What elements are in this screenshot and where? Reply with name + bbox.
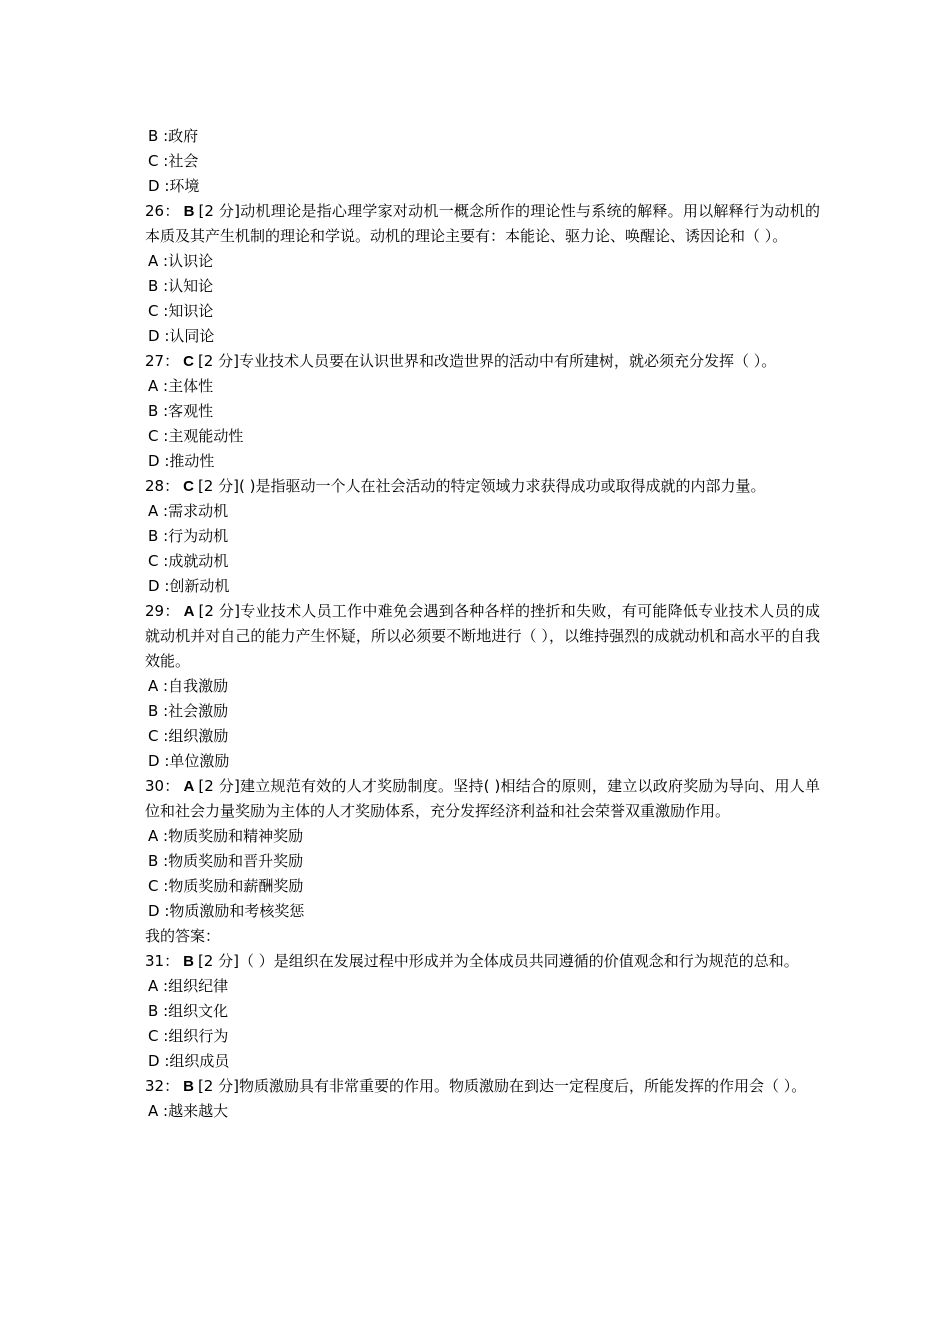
question-answer: A [183, 603, 195, 620]
option-letter: D [148, 452, 160, 470]
option-letter: A [148, 677, 159, 695]
option-line [145, 824, 820, 849]
question-number: 29： [145, 602, 180, 620]
option-separator: : [159, 177, 170, 195]
option-text: 组织文化 [168, 1002, 229, 1020]
option-text: 需求动机 [168, 502, 229, 520]
option-line [145, 374, 820, 399]
option-line [145, 124, 820, 149]
question-answer: A [183, 778, 195, 795]
question-answer: C [183, 353, 194, 370]
option-separator: : [158, 977, 169, 995]
question-number: 31： [145, 952, 180, 970]
document-body [145, 124, 820, 1124]
option-text: 社会 [168, 152, 199, 170]
option-separator: : [158, 702, 169, 720]
option-separator: : [159, 1052, 170, 1070]
option-separator: : [158, 727, 169, 745]
question-block [145, 949, 820, 1074]
option-line [145, 324, 820, 349]
option-separator: : [159, 752, 170, 770]
option-letter: B [148, 852, 159, 870]
question-text: 专业技术人员要在认识世界和改造世界的活动中有所建树，就必须充分发挥（ ）。 [238, 352, 777, 370]
option-letter: C [148, 552, 159, 570]
option-separator: : [158, 252, 169, 270]
option-letter: B [148, 527, 159, 545]
option-line [145, 1049, 820, 1074]
option-separator: : [159, 902, 170, 920]
question-score: [2 分] [198, 602, 241, 620]
question-text: 动机理论是指心理学家对动机一概念所作的理论性与系统的解释。用以解释行为动机的本质及其产生机制的理论和学说。动机的理论主要有：本能论、驱力论、唤醒论、诱因论和（ ）。 [145, 202, 820, 245]
question-stem [145, 1074, 820, 1099]
option-text: 物质奖励和精神奖励 [168, 827, 304, 845]
option-text: 认同论 [169, 327, 215, 345]
option-separator: : [158, 427, 169, 445]
option-line [145, 149, 820, 174]
option-line [145, 499, 820, 524]
option-letter: A [148, 827, 159, 845]
option-line [145, 524, 820, 549]
option-text: 成就动机 [168, 552, 229, 570]
option-letter: B [148, 702, 159, 720]
question-stem [145, 599, 820, 674]
question-text: ( )是指驱动一个人在社会活动的特定领域力求获得成功或取得成就的内部力量。 [238, 477, 766, 495]
option-line [145, 749, 820, 774]
option-letter: C [148, 727, 159, 745]
option-letter: D [148, 577, 160, 595]
question-score: [2 分] [197, 952, 239, 970]
option-letter: D [148, 752, 160, 770]
option-line [145, 399, 820, 424]
question-number: 27： [145, 352, 180, 370]
question-score: [2 分] [197, 477, 239, 495]
option-text: 组织行为 [168, 1027, 229, 1045]
option-letter: C [148, 427, 159, 445]
option-separator: : [158, 377, 169, 395]
question-answer: C [183, 478, 194, 495]
option-separator: : [158, 1027, 169, 1045]
option-line [145, 549, 820, 574]
option-separator: : [158, 1002, 169, 1020]
question-number: 30： [145, 777, 180, 795]
question-number: 26： [145, 202, 180, 220]
option-letter: C [148, 152, 159, 170]
option-line [145, 724, 820, 749]
option-text: 物质激励和考核奖惩 [169, 902, 305, 920]
option-text: 客观性 [168, 402, 214, 420]
option-text: 认识论 [168, 252, 214, 270]
question-stem [145, 474, 820, 499]
option-letter: A [148, 502, 159, 520]
option-letter: C [148, 302, 159, 320]
option-text: 物质奖励和薪酬奖励 [168, 877, 304, 895]
option-letter: B [148, 1002, 159, 1020]
question-stem [145, 949, 820, 974]
option-text: 政府 [168, 127, 199, 145]
option-line [145, 1024, 820, 1049]
option-separator: : [158, 127, 169, 145]
option-letter: C [148, 1027, 159, 1045]
option-text: 组织激励 [168, 727, 229, 745]
question-text: 物质激励具有非常重要的作用。物质激励在到达一定程度后，所能发挥的作用会（ ）。 [238, 1077, 807, 1095]
option-separator: : [159, 452, 170, 470]
option-letter: A [148, 1102, 159, 1120]
question-block [145, 1074, 820, 1124]
option-separator: : [158, 677, 169, 695]
option-line [145, 299, 820, 324]
option-text: 知识论 [168, 302, 214, 320]
option-text: 环境 [169, 177, 200, 195]
option-separator: : [158, 277, 169, 295]
option-text: 主体性 [168, 377, 214, 395]
question-score: [2 分] [197, 352, 239, 370]
option-line [145, 674, 820, 699]
question-stem [145, 349, 820, 374]
option-separator: : [158, 152, 169, 170]
question-score: [2 分] [197, 1077, 239, 1095]
option-text: 主观能动性 [168, 427, 244, 445]
option-letter: A [148, 377, 159, 395]
option-text: 组织成员 [169, 1052, 230, 1070]
option-separator: : [158, 552, 169, 570]
question-score: [2 分] [198, 777, 240, 795]
option-letter: B [148, 277, 159, 295]
option-text: 行为动机 [168, 527, 229, 545]
option-separator: : [158, 877, 169, 895]
question-number: 28： [145, 477, 180, 495]
question-block [145, 474, 820, 599]
option-text: 单位激励 [169, 752, 230, 770]
option-letter: D [148, 902, 160, 920]
question-number: 32： [145, 1077, 180, 1095]
option-separator: : [159, 327, 170, 345]
option-line [145, 899, 820, 924]
option-line [145, 699, 820, 724]
option-text: 社会激励 [168, 702, 229, 720]
question-block [145, 599, 820, 774]
question-answer: B [183, 203, 195, 220]
question-answer: B [183, 953, 194, 970]
option-letter: A [148, 977, 159, 995]
option-line [145, 999, 820, 1024]
option-line [145, 174, 820, 199]
option-separator: : [158, 402, 169, 420]
option-line [145, 274, 820, 299]
carryover-options [145, 124, 820, 199]
option-letter: B [148, 402, 159, 420]
option-text: 推动性 [169, 452, 215, 470]
option-line [145, 974, 820, 999]
question-block [145, 349, 820, 474]
option-text: 物质奖励和晋升奖励 [168, 852, 304, 870]
option-separator: : [158, 302, 169, 320]
option-line [145, 574, 820, 599]
option-letter: D [148, 1052, 160, 1070]
option-separator: : [158, 827, 169, 845]
question-stem [145, 774, 820, 824]
question-answer: B [183, 1078, 194, 1095]
question-stem [145, 199, 820, 249]
option-line [145, 874, 820, 899]
question-text: 专业技术人员工作中难免会遇到各种各样的挫折和失败，有可能降低专业技术人员的成就动机并对自己的能力产生怀疑，所以必须要不断地进行（ ），以维持强烈的成就动机和高水平的自我效能。 [145, 602, 820, 670]
question-text: 建立规范有效的人才奖励制度。坚持( )相结合的原则，建立以政府奖励为导向、用人单位和社会力量奖励为主体的人才奖励体系，充分发挥经济利益和社会荣誉双重激励作用。 [145, 777, 820, 820]
option-letter: A [148, 252, 159, 270]
option-letter: C [148, 877, 159, 895]
option-line [145, 1099, 820, 1124]
option-letter: D [148, 327, 160, 345]
option-letter: B [148, 127, 159, 145]
option-separator: : [158, 1102, 169, 1120]
my-answer-label: 我的答案： [145, 927, 221, 945]
option-letter: D [148, 177, 160, 195]
option-line [145, 424, 820, 449]
question-text: （ ）是组织在发展过程中形成并为全体成员共同遵循的价值观念和行为规范的总和。 [238, 952, 799, 970]
option-text: 认知论 [168, 277, 214, 295]
option-line [145, 849, 820, 874]
question-block [145, 199, 820, 349]
option-line [145, 249, 820, 274]
option-separator: : [158, 527, 169, 545]
option-text: 创新动机 [169, 577, 230, 595]
option-text: 组织纪律 [168, 977, 229, 995]
option-separator: : [158, 852, 169, 870]
question-list [145, 199, 820, 1124]
option-line [145, 449, 820, 474]
option-separator: : [158, 502, 169, 520]
option-text: 越来越大 [168, 1102, 229, 1120]
option-text: 自我激励 [168, 677, 229, 695]
question-score: [2 分] [198, 202, 241, 220]
question-block [145, 774, 820, 949]
option-separator: : [159, 577, 170, 595]
